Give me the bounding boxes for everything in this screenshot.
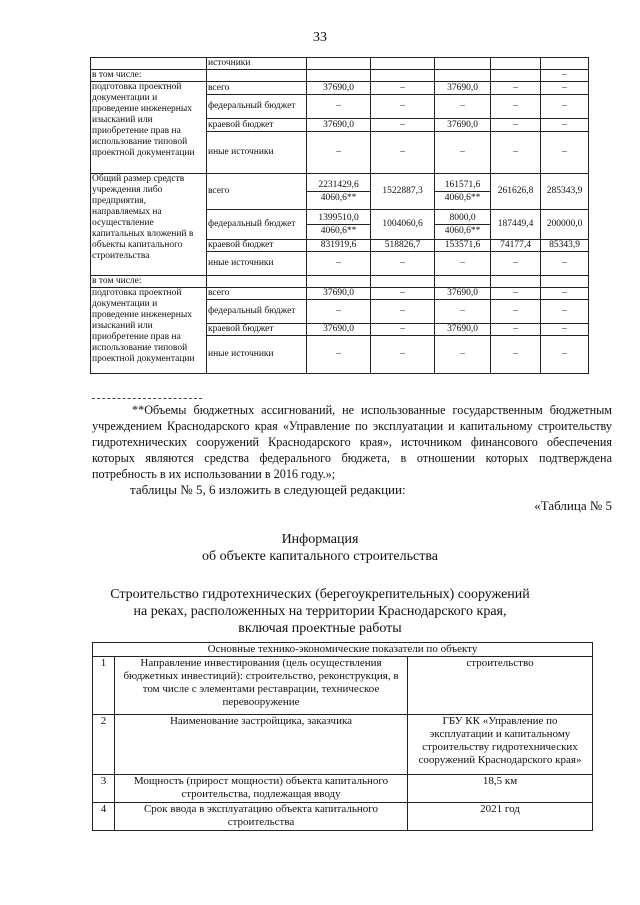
value-part: 161571,6 — [435, 179, 490, 192]
value-part: 4060,6** — [444, 193, 481, 203]
value-cell — [371, 70, 435, 82]
row-label-cell: Общий размер средств учреждения либо предприятия, направляемых на осуществление капитальных вложений в объекты капитального строительства — [91, 174, 207, 276]
indicator-value: ГБУ КК «Управление по эксплуатации и капитальному строительству гидротехнических сооружений Краснодарского края» — [408, 715, 593, 775]
indicator-label: Наименование застройщика, заказчика — [115, 715, 408, 775]
funding-type-cell: всего — [207, 82, 307, 95]
value-cell: – — [541, 324, 589, 336]
table-row — [93, 657, 593, 715]
object-title-line: на реках, расположенных на территории Краснодарского края, — [133, 604, 507, 619]
value-cell: – — [307, 336, 371, 374]
value-cell: – — [491, 132, 541, 174]
funding-type-cell: источники — [207, 58, 307, 70]
value-part: 1399510,0 — [307, 212, 370, 225]
page-number: 33 — [313, 30, 327, 45]
funding-type-cell — [207, 70, 307, 82]
value-cell: 37690,0 — [307, 324, 371, 336]
value-cell: – — [307, 95, 371, 119]
value-cell: 1522887,3 — [371, 174, 435, 210]
value-cell: – — [491, 82, 541, 95]
info-subheading: об объекте капитального строительства — [202, 549, 438, 564]
value-cell: – — [307, 252, 371, 276]
value-cell: 831919,6 — [307, 240, 371, 252]
value-cell: – — [371, 336, 435, 374]
value-cell — [491, 58, 541, 70]
value-cell — [435, 276, 491, 288]
row-number: 3 — [93, 775, 115, 803]
indicator-label: Срок ввода в эксплуатацию объекта капитального строительства — [115, 803, 408, 831]
value-cell — [491, 70, 541, 82]
value-cell: – — [435, 300, 491, 324]
value-cell: 200000,0 — [541, 210, 589, 240]
value-cell: – — [541, 95, 589, 119]
value-cell: 85343,9 — [541, 240, 589, 252]
funding-type-cell — [207, 276, 307, 288]
value-cell: – — [541, 252, 589, 276]
value-cell: 37690,0 — [307, 119, 371, 132]
value-cell-split — [435, 174, 491, 210]
value-cell — [307, 70, 371, 82]
value-cell: – — [307, 300, 371, 324]
value-cell: – — [371, 252, 435, 276]
value-cell: – — [541, 288, 589, 300]
value-cell: – — [491, 252, 541, 276]
value-cell: – — [307, 132, 371, 174]
value-part: 4060,6** — [320, 226, 357, 236]
value-cell: – — [435, 336, 491, 374]
value-cell: – — [435, 95, 491, 119]
value-cell — [371, 276, 435, 288]
funding-table — [90, 57, 589, 374]
indicator-label: Направление инвестирования (цель осуществления бюджетных инвестиций): строительство, реконструкция, в том числе с элементами реставрации, техническое перевооружение — [115, 657, 408, 715]
value-cell: 37690,0 — [435, 119, 491, 132]
funding-type-cell: краевой бюджет — [207, 240, 307, 252]
amendment-instruction: таблицы № 5, 6 изложить в следующей редакции: — [130, 482, 406, 497]
value-cell: 37690,0 — [435, 324, 491, 336]
value-cell: 518826,7 — [371, 240, 435, 252]
indicator-value: 18,5 км — [408, 775, 593, 803]
table-row — [91, 276, 589, 288]
value-cell: – — [541, 70, 589, 82]
value-cell — [307, 276, 371, 288]
row-label-cell — [91, 58, 207, 70]
value-cell — [541, 58, 589, 70]
indicator-value: 2021 год — [408, 803, 593, 831]
value-cell-split — [307, 174, 371, 210]
table-row — [91, 58, 589, 70]
value-cell-split — [307, 210, 371, 240]
value-cell: 187449,4 — [491, 210, 541, 240]
footnote-text: **Объемы бюджетных ассигнований, не использованные государственным бюджетным учреждением Краснодарского края «Управление по эксплуатации и капитальному строительству гидротехнических сооружений Краснодарского края», источником финансового обеспечения которых являются средства федерального бюджета, в отношении которых подтверждена потребность в их использовании в 2016 году.»; — [92, 403, 612, 481]
value-cell: 37690,0 — [307, 82, 371, 95]
table-header: Основные технико-экономические показатели по объекту — [93, 643, 593, 657]
value-cell: – — [435, 252, 491, 276]
value-cell: 261626,8 — [491, 174, 541, 210]
row-number: 2 — [93, 715, 115, 775]
value-cell: 1004060,6 — [371, 210, 435, 240]
value-part: 4060,6** — [320, 193, 357, 203]
value-cell: – — [541, 82, 589, 95]
value-cell — [307, 58, 371, 70]
value-cell: 37690,0 — [435, 82, 491, 95]
value-cell: – — [491, 336, 541, 374]
value-cell: – — [491, 300, 541, 324]
funding-type-cell: федеральный бюджет — [207, 95, 307, 119]
value-cell: – — [491, 288, 541, 300]
value-cell: – — [541, 119, 589, 132]
footnote-separator — [92, 398, 202, 399]
funding-type-cell: федеральный бюджет — [207, 210, 307, 240]
value-cell-split — [435, 210, 491, 240]
info-heading: Информация — [281, 532, 359, 547]
value-cell: – — [541, 132, 589, 174]
value-cell: – — [371, 95, 435, 119]
value-cell — [435, 58, 491, 70]
value-cell: – — [491, 119, 541, 132]
row-number: 1 — [93, 657, 115, 715]
value-part: 8000,0 — [435, 212, 490, 225]
row-number: 4 — [93, 803, 115, 831]
value-part: 4060,6** — [444, 226, 481, 236]
indicator-label: Мощность (прирост мощности) объекта капитального строительства, подлежащая вводу — [115, 775, 408, 803]
value-cell: – — [491, 324, 541, 336]
funding-type-cell: иные источники — [207, 252, 307, 276]
funding-type-cell: всего — [207, 174, 307, 210]
table-row — [93, 775, 593, 803]
value-cell: – — [371, 119, 435, 132]
table-row — [91, 288, 589, 300]
value-cell — [435, 70, 491, 82]
value-cell: – — [371, 300, 435, 324]
value-cell: – — [371, 82, 435, 95]
value-cell: 285343,9 — [541, 174, 589, 210]
indicators-table — [92, 642, 593, 831]
table-row — [91, 70, 589, 82]
value-cell: – — [371, 324, 435, 336]
table-row — [93, 715, 593, 775]
row-label-cell: подготовка проектной документации и проведение инженерных изысканий или приобретение прав на использование типовой проектной документации — [91, 82, 207, 174]
value-cell: – — [371, 288, 435, 300]
funding-type-cell: краевой бюджет — [207, 119, 307, 132]
funding-type-cell: иные источники — [207, 336, 307, 374]
value-cell: 153571,6 — [435, 240, 491, 252]
value-cell: 37690,0 — [435, 288, 491, 300]
value-cell: – — [541, 300, 589, 324]
value-part: 2231429,6 — [307, 179, 370, 192]
row-label-cell: подготовка проектной документации и проведение инженерных изысканий или приобретение прав на использование типовой проектной документации — [91, 288, 207, 374]
value-cell — [371, 58, 435, 70]
table-row — [93, 803, 593, 831]
table-header-row — [93, 643, 593, 657]
value-cell: 74177,4 — [491, 240, 541, 252]
value-cell: 37690,0 — [307, 288, 371, 300]
funding-type-cell: иные источники — [207, 132, 307, 174]
object-title-line: Строительство гидротехнических (берегоукрепительных) сооружений — [110, 587, 530, 602]
table-reference: «Таблица № 5 — [534, 498, 612, 513]
value-cell — [491, 276, 541, 288]
value-cell — [541, 276, 589, 288]
value-cell: – — [541, 336, 589, 374]
object-title-line: включая проектные работы — [238, 621, 402, 636]
value-cell: – — [435, 132, 491, 174]
funding-type-cell: краевой бюджет — [207, 324, 307, 336]
funding-type-cell: всего — [207, 288, 307, 300]
funding-type-cell: федеральный бюджет — [207, 300, 307, 324]
value-cell: – — [491, 95, 541, 119]
row-label-cell: в том числе: — [91, 276, 207, 288]
table-row — [91, 82, 589, 95]
value-cell: – — [371, 132, 435, 174]
row-label-cell: в том числе: — [91, 70, 207, 82]
indicator-value: строительство — [408, 657, 593, 715]
table-row — [91, 174, 589, 210]
